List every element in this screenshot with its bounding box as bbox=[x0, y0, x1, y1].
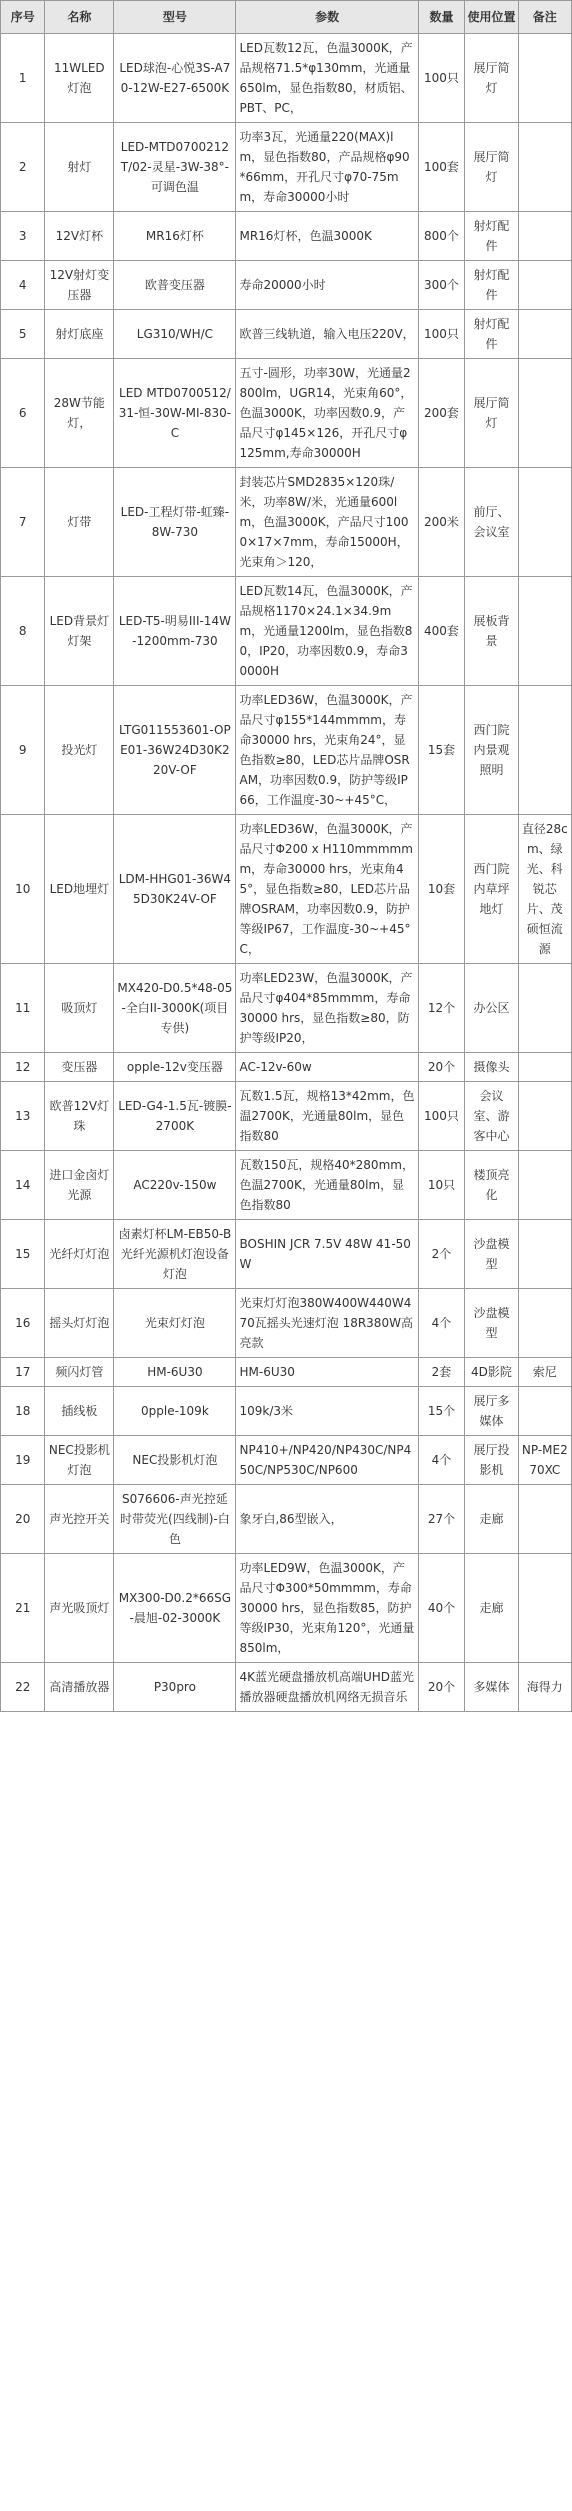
cell-location: 4D影院 bbox=[465, 1358, 518, 1387]
cell-location: 前厅、会议室 bbox=[465, 468, 518, 577]
cell-model: S076606-声光控延时带荧光(四线制)-白色 bbox=[114, 1485, 236, 1554]
cell-note bbox=[518, 359, 571, 468]
cell-qty: 20个 bbox=[418, 1053, 465, 1082]
cell-qty: 300个 bbox=[418, 261, 465, 310]
cell-seq: 10 bbox=[1, 815, 45, 964]
cell-params: 欧普三线轨道，输入电压220V， bbox=[236, 310, 418, 359]
cell-seq: 21 bbox=[1, 1554, 45, 1663]
cell-model: NEC投影机灯泡 bbox=[114, 1436, 236, 1485]
cell-name: 声光控开关 bbox=[45, 1485, 114, 1554]
cell-qty: 100只 bbox=[418, 34, 465, 123]
cell-qty: 10套 bbox=[418, 815, 465, 964]
cell-name: NEC投影机灯泡 bbox=[45, 1436, 114, 1485]
cell-name: LED地埋灯 bbox=[45, 815, 114, 964]
cell-name: LED背景灯灯架 bbox=[45, 577, 114, 686]
cell-location: 摄像头 bbox=[465, 1053, 518, 1082]
table-row bbox=[1, 310, 572, 359]
cell-location: 会议室、游客中心 bbox=[465, 1082, 518, 1151]
table-row bbox=[1, 1289, 572, 1358]
cell-params: 功率LED36W，色温3000K，产品尺寸φ155*144mmmm，寿命30000 hrs，光束角24°，显色指数≥80，LED芯片品牌OSRAM，功率因数0.9，防护等级IP66，工作温度-30~+45°C， bbox=[236, 686, 418, 815]
cell-qty: 200米 bbox=[418, 468, 465, 577]
cell-params: 封装芯片SMD2835×120珠/米，功率8W/米，光通量600lm，色温3000K，产品尺寸1000×17×7mm，寿命15000H，光束角＞120， bbox=[236, 468, 418, 577]
cell-name: 光纤灯灯泡 bbox=[45, 1220, 114, 1289]
table-row bbox=[1, 468, 572, 577]
cell-seq: 9 bbox=[1, 686, 45, 815]
cell-note bbox=[518, 1289, 571, 1358]
cell-qty: 2个 bbox=[418, 1220, 465, 1289]
table-row bbox=[1, 964, 572, 1053]
cell-qty: 20个 bbox=[418, 1663, 465, 1712]
cell-location: 展厅简灯 bbox=[465, 359, 518, 468]
cell-model: LED-MTD0700212T/02-灵星-3W-38°-可调色温 bbox=[114, 123, 236, 212]
cell-qty: 100只 bbox=[418, 1082, 465, 1151]
cell-note bbox=[518, 964, 571, 1053]
cell-note: NP-ME270XC bbox=[518, 1436, 571, 1485]
cell-note: 海得力 bbox=[518, 1663, 571, 1712]
cell-note bbox=[518, 310, 571, 359]
cell-location: 展板背景 bbox=[465, 577, 518, 686]
header-location: 使用位置 bbox=[465, 1, 518, 34]
cell-qty: 15个 bbox=[418, 1387, 465, 1436]
cell-params: 寿命20000小时 bbox=[236, 261, 418, 310]
cell-note bbox=[518, 686, 571, 815]
cell-name: 声光吸顶灯 bbox=[45, 1554, 114, 1663]
cell-model: LED MTD0700512/31-恒-30W-MI-830-C bbox=[114, 359, 236, 468]
cell-params: 瓦数150瓦，规格40*280mm，色温2700K，光通量80lm，显色指数80 bbox=[236, 1151, 418, 1220]
cell-params: 功率LED9W，色温3000K，产品尺寸Φ300*50mmmm，寿命30000 hrs，显色指数85，防护等级IP30，光束角120°，光通量850lm， bbox=[236, 1554, 418, 1663]
cell-model: LDM-HHG01-36W45D30K24V-OF bbox=[114, 815, 236, 964]
cell-location: 展厅简灯 bbox=[465, 34, 518, 123]
table-header bbox=[1, 1, 572, 34]
cell-location: 展厅多媒体 bbox=[465, 1387, 518, 1436]
cell-note bbox=[518, 1053, 571, 1082]
cell-qty: 10只 bbox=[418, 1151, 465, 1220]
cell-params: 功率LED23W，色温3000K，产品尺寸φ404*85mmmm，寿命30000 hrs，显色指数≥80，防护等级IP20， bbox=[236, 964, 418, 1053]
cell-note bbox=[518, 212, 571, 261]
cell-seq: 3 bbox=[1, 212, 45, 261]
cell-qty: 15套 bbox=[418, 686, 465, 815]
cell-name: 频闪灯管 bbox=[45, 1358, 114, 1387]
cell-seq: 17 bbox=[1, 1358, 45, 1387]
cell-location: 西门院内草坪地灯 bbox=[465, 815, 518, 964]
cell-seq: 19 bbox=[1, 1436, 45, 1485]
header-note: 备注 bbox=[518, 1, 571, 34]
cell-model: MR16灯杯 bbox=[114, 212, 236, 261]
cell-params: 光束灯灯泡380W400W440W470瓦摇头光速灯泡 18R380W高亮款 bbox=[236, 1289, 418, 1358]
cell-location: 西门院内景观照明 bbox=[465, 686, 518, 815]
cell-name: 射灯 bbox=[45, 123, 114, 212]
cell-model: 0pple-109k bbox=[114, 1387, 236, 1436]
header-qty: 数量 bbox=[418, 1, 465, 34]
cell-seq: 2 bbox=[1, 123, 45, 212]
cell-location: 沙盘模型 bbox=[465, 1220, 518, 1289]
cell-params: 五寸-圆形，功率30W，光通量2800lm，UGR14，光束角60°，色温3000K，功率因数0.9，产品尺寸φ145×126，开孔尺寸φ125mm,寿命30000H bbox=[236, 359, 418, 468]
cell-location: 射灯配件 bbox=[465, 212, 518, 261]
cell-params: LED瓦数14瓦，色温3000K，产品规格1170×24.1×34.9mm，光通量1200lm，显色指数80，IP20，功率因数0.9，寿命30000H bbox=[236, 577, 418, 686]
cell-seq: 20 bbox=[1, 1485, 45, 1554]
table-row bbox=[1, 123, 572, 212]
cell-qty: 12个 bbox=[418, 964, 465, 1053]
cell-seq: 16 bbox=[1, 1289, 45, 1358]
cell-location: 射灯配件 bbox=[465, 261, 518, 310]
cell-name: 欧普12V灯珠 bbox=[45, 1082, 114, 1151]
cell-params: 109k/3米 bbox=[236, 1387, 418, 1436]
cell-name: 高清播放器 bbox=[45, 1663, 114, 1712]
cell-params: MR16灯杯，色温3000K bbox=[236, 212, 418, 261]
cell-name: 摇头灯灯泡 bbox=[45, 1289, 114, 1358]
header-seq: 序号 bbox=[1, 1, 45, 34]
cell-note bbox=[518, 34, 571, 123]
cell-note bbox=[518, 1151, 571, 1220]
cell-note bbox=[518, 1220, 571, 1289]
cell-seq: 4 bbox=[1, 261, 45, 310]
cell-location: 射灯配件 bbox=[465, 310, 518, 359]
cell-name: 11WLED灯泡 bbox=[45, 34, 114, 123]
table-row bbox=[1, 1663, 572, 1712]
cell-note bbox=[518, 123, 571, 212]
cell-model: 欧普变压器 bbox=[114, 261, 236, 310]
cell-note bbox=[518, 1485, 571, 1554]
cell-seq: 11 bbox=[1, 964, 45, 1053]
cell-note bbox=[518, 1387, 571, 1436]
header-params: 参数 bbox=[236, 1, 418, 34]
cell-name: 吸顶灯 bbox=[45, 964, 114, 1053]
cell-name: 变压器 bbox=[45, 1053, 114, 1082]
table-row bbox=[1, 1387, 572, 1436]
cell-params: 4K蓝光硬盘播放机高端UHD蓝光播放器硬盘播放机网络无损音乐 bbox=[236, 1663, 418, 1712]
table-row bbox=[1, 34, 572, 123]
cell-qty: 27个 bbox=[418, 1485, 465, 1554]
cell-qty: 800个 bbox=[418, 212, 465, 261]
cell-seq: 5 bbox=[1, 310, 45, 359]
cell-model: opple-12v变压器 bbox=[114, 1053, 236, 1082]
table-row bbox=[1, 686, 572, 815]
cell-params: 瓦数1.5瓦，规格13*42mm，色温2700K，光通量80lm，显色指数80 bbox=[236, 1082, 418, 1151]
cell-location: 多媒体 bbox=[465, 1663, 518, 1712]
cell-name: 灯带 bbox=[45, 468, 114, 577]
cell-model: LG310/WH/C bbox=[114, 310, 236, 359]
cell-location: 走廊 bbox=[465, 1554, 518, 1663]
cell-note: 索尼 bbox=[518, 1358, 571, 1387]
cell-params: NP410+/NP420/NP430C/NP450C/NP530C/NP600 bbox=[236, 1436, 418, 1485]
cell-name: 插线板 bbox=[45, 1387, 114, 1436]
cell-model: P30pro bbox=[114, 1663, 236, 1712]
cell-model: HM-6U30 bbox=[114, 1358, 236, 1387]
header-model: 型号 bbox=[114, 1, 236, 34]
cell-seq: 18 bbox=[1, 1387, 45, 1436]
cell-params: BOSHIN JCR 7.5V 48W 41-50W bbox=[236, 1220, 418, 1289]
header-row bbox=[1, 1, 572, 34]
cell-location: 展厅投影机 bbox=[465, 1436, 518, 1485]
cell-params: 功率3瓦，光通量220(MAX)lm，显色指数80，产品规格φ90*66mm，开孔尺寸φ70-75mm，寿命30000小时 bbox=[236, 123, 418, 212]
table-row bbox=[1, 1220, 572, 1289]
table-row bbox=[1, 1554, 572, 1663]
cell-seq: 22 bbox=[1, 1663, 45, 1712]
cell-model: LED-工程灯带-虹臻-8W-730 bbox=[114, 468, 236, 577]
header-name: 名称 bbox=[45, 1, 114, 34]
cell-location: 沙盘模型 bbox=[465, 1289, 518, 1358]
table-row bbox=[1, 1436, 572, 1485]
cell-name: 12V灯杯 bbox=[45, 212, 114, 261]
table-row bbox=[1, 1082, 572, 1151]
cell-model: 光束灯灯泡 bbox=[114, 1289, 236, 1358]
table-row bbox=[1, 577, 572, 686]
cell-location: 办公区 bbox=[465, 964, 518, 1053]
cell-model: LED球泡-心悦3S-A70-12W-E27-6500K bbox=[114, 34, 236, 123]
cell-name: 投光灯 bbox=[45, 686, 114, 815]
cell-qty: 100只 bbox=[418, 310, 465, 359]
cell-name: 12V射灯变压器 bbox=[45, 261, 114, 310]
cell-location: 展厅简灯 bbox=[465, 123, 518, 212]
cell-note: 直径28cm、绿光、科锐芯片、茂硕恒流源 bbox=[518, 815, 571, 964]
table-body bbox=[1, 34, 572, 1712]
cell-name: 射灯底座 bbox=[45, 310, 114, 359]
cell-params: 功率LED36W，色温3000K，产品尺寸Φ200 x H110mmmmmm，寿命30000 hrs，光束角45°，显色指数≥80，LED芯片品牌OSRAM，功率因数0.9，防护等级IP67，工作温度-30~+45°C， bbox=[236, 815, 418, 964]
cell-note bbox=[518, 1554, 571, 1663]
table-row bbox=[1, 1358, 572, 1387]
cell-qty: 400套 bbox=[418, 577, 465, 686]
table-row bbox=[1, 1151, 572, 1220]
cell-model: MX300-D0.2*66SG-晨旭-02-3000K bbox=[114, 1554, 236, 1663]
cell-params: AC-12v-60w bbox=[236, 1053, 418, 1082]
cell-qty: 100套 bbox=[418, 123, 465, 212]
cell-note bbox=[518, 261, 571, 310]
table-row bbox=[1, 212, 572, 261]
cell-seq: 1 bbox=[1, 34, 45, 123]
cell-model: LTG011553601-OPE01-36W24D30K220V-OF bbox=[114, 686, 236, 815]
cell-model: AC220v-150w bbox=[114, 1151, 236, 1220]
cell-params: HM-6U30 bbox=[236, 1358, 418, 1387]
table-row bbox=[1, 261, 572, 310]
cell-seq: 15 bbox=[1, 1220, 45, 1289]
cell-qty: 200套 bbox=[418, 359, 465, 468]
table-row bbox=[1, 815, 572, 964]
cell-seq: 13 bbox=[1, 1082, 45, 1151]
cell-qty: 40个 bbox=[418, 1554, 465, 1663]
cell-note bbox=[518, 1082, 571, 1151]
cell-seq: 7 bbox=[1, 468, 45, 577]
cell-qty: 2套 bbox=[418, 1358, 465, 1387]
cell-note bbox=[518, 468, 571, 577]
cell-model: 卤素灯杯LM-EB50-B 光纤光源机灯泡设备灯泡 bbox=[114, 1220, 236, 1289]
cell-params: LED瓦数12瓦，色温3000K，产品规格71.5*φ130mm，光通量650lm，显色指数80，材质铝、PBT、PC， bbox=[236, 34, 418, 123]
cell-location: 楼顶亮化 bbox=[465, 1151, 518, 1220]
cell-seq: 6 bbox=[1, 359, 45, 468]
cell-name: 进口金卤灯光源 bbox=[45, 1151, 114, 1220]
cell-model: MX420-D0.5*48-05-全白II-3000K(项目专供) bbox=[114, 964, 236, 1053]
table-row bbox=[1, 1485, 572, 1554]
cell-name: 28W节能灯， bbox=[45, 359, 114, 468]
cell-qty: 4个 bbox=[418, 1436, 465, 1485]
cell-model: LED-G4-1.5瓦-镀膜-2700K bbox=[114, 1082, 236, 1151]
cell-params: 象牙白,86型嵌入， bbox=[236, 1485, 418, 1554]
table-row bbox=[1, 359, 572, 468]
cell-seq: 14 bbox=[1, 1151, 45, 1220]
cell-seq: 8 bbox=[1, 577, 45, 686]
cell-location: 走廊 bbox=[465, 1485, 518, 1554]
cell-seq: 12 bbox=[1, 1053, 45, 1082]
table-row bbox=[1, 1053, 572, 1082]
cell-model: LED-T5-明易III-14W-1200mm-730 bbox=[114, 577, 236, 686]
cell-note bbox=[518, 577, 571, 686]
cell-qty: 4个 bbox=[418, 1289, 465, 1358]
